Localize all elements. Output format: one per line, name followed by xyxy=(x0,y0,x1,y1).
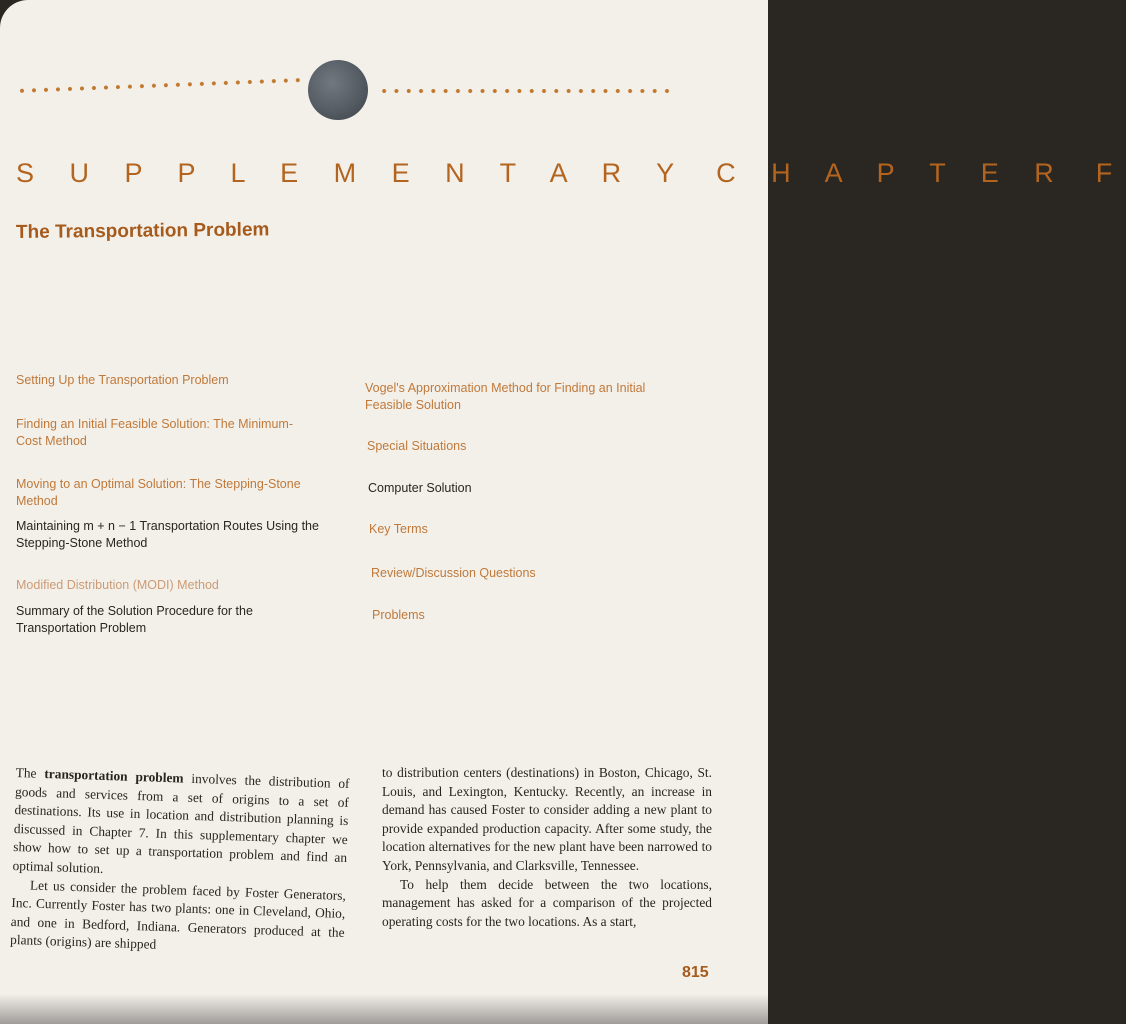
toc-item-key-terms: Key Terms xyxy=(369,522,428,536)
toc-item-special-situations: Special Situations xyxy=(367,439,467,453)
page-number: 815 xyxy=(682,964,709,981)
toc-item-problems: Problems xyxy=(372,608,425,622)
chapter-title: The Transportation Problem xyxy=(15,219,270,243)
chapter-heading-chapter: C H A P T E R xyxy=(716,158,1068,188)
paragraph-comparison: To help them decide between the two locations, management has asked for a comparison of the projected operating costs for the two locations. As a start, xyxy=(382,876,712,929)
chapter-ornament xyxy=(0,60,768,120)
chapter-heading-supplementary: S U P P L E M E N T A R Y xyxy=(16,158,689,188)
key-term-transportation-problem: transportation problem xyxy=(44,765,184,786)
toc-item-computer-solution: Computer Solution xyxy=(368,481,472,495)
toc-item-maintaining-routes: Maintaining m + n − 1 Transportation Routes Using the Stepping-Stone Method xyxy=(16,519,319,550)
dotted-rule-right xyxy=(378,84,674,98)
intro-lead: The xyxy=(15,764,45,781)
paragraph-foster: Let us consider the problem faced by Foster Generators, Inc. Currently Foster has two plants: one in Cleveland, Ohio, and one in Bedford, Indiana. Generators produced at the plants (origins) are shipped xyxy=(9,877,347,953)
toc-item-review-questions: Review/Discussion Questions xyxy=(371,566,536,580)
toc-item-summary: Summary of the Solution Procedure for the Transportation Problem xyxy=(16,604,253,635)
toc-item-setting-up: Setting Up the Transportation Problem xyxy=(16,373,229,387)
chapter-heading-letter: F xyxy=(1095,158,1126,188)
dotted-rule-left xyxy=(16,73,306,98)
toc-item-stepping-stone: Moving to an Optimal Solution: The Stepping-Stone Method xyxy=(16,477,301,508)
paragraph-intro xyxy=(12,764,350,887)
chapter-heading xyxy=(16,158,1126,189)
toc-item-minimum-cost: Finding an Initial Feasible Solution: The Minimum-Cost Method xyxy=(16,417,293,448)
gray-sphere-ornament xyxy=(308,60,368,120)
body-column-left xyxy=(10,764,350,961)
page-edge-shadow xyxy=(0,994,768,1024)
paragraph-distribution: to distribution centers (destinations) in Boston, Chicago, St. Louis, and Lexington, Kentucky. Recently, an increase in demand has caused Foster to consider adding a new plant to provide expanded production capacity. After some study, the location alternatives for the new plant have been narrowed to York, Pennsylvania, and Clarksville, Tennessee. xyxy=(382,765,712,873)
body-column-right xyxy=(382,764,712,931)
toc-item-modi: Modified Distribution (MODI) Method xyxy=(16,578,219,592)
intro-rest: involves the distribution of goods and services from a set of origins to a set of destinations. Its use in location and distribution planning is discussed in Chapter 7. In this supplementary chapter we show how to set up a transportation problem and find an optimal solution. xyxy=(12,770,350,876)
toc-item-vogel: Vogel's Approximation Method for Finding an Initial Feasible Solution xyxy=(365,381,646,412)
